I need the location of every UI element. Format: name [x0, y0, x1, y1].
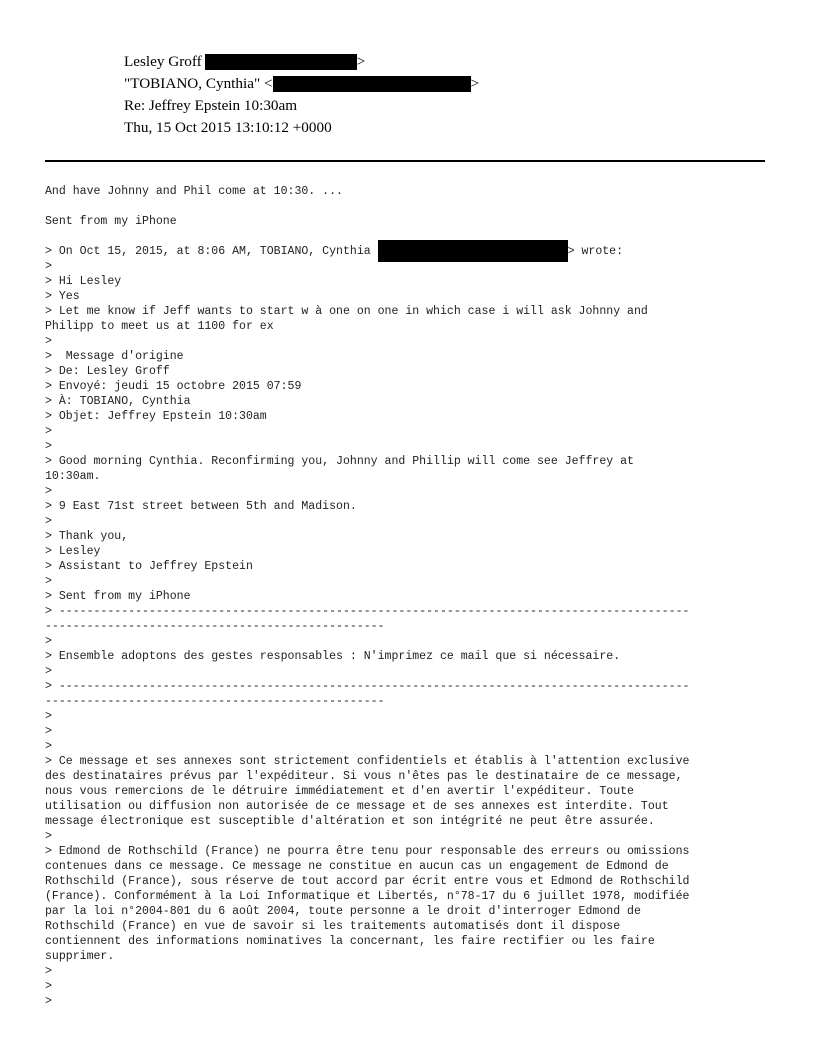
quote-header-line: [45, 244, 785, 259]
body-line: >: [45, 995, 52, 1008]
from-close-bracket: >: [356, 53, 366, 70]
body-line: And have Johnny and Phil come at 10:30. ...: [45, 185, 343, 198]
body-line: > Good morning Cynthia. Reconfirming you, Johnny and Phillip will come see Jeffrey at: [45, 455, 634, 468]
separator-line: -------------------------------------------------: [45, 695, 385, 708]
disclaimer-line: des destinataires prévus par l'expéditeur. Si vous n'êtes pas le destinataire de ce message,: [45, 770, 683, 783]
body-line: [45, 199, 785, 214]
disclaimer-line: Rothschild (France) en vue de savoir si les traitements automatisés dont il dispose: [45, 920, 621, 933]
disclaimer-line: contiennent des informations nominatives la concernant, les faire rectifier ou les faire: [45, 935, 655, 948]
separator-line: -------------------------------------------------: [45, 620, 385, 633]
disclaimer-line: (France). Conformément à la Loi Informatique et Libertés, n°78-17 du 6 juillet 1978, modifiée: [45, 890, 690, 903]
body-line: > Thank you,: [45, 530, 129, 543]
disclaimer-line: > Ce message et ses annexes sont strictement confidentiels et établis à l'attention exclusive: [45, 755, 690, 768]
disclaimer-line: message électronique est susceptible d'altération et son intégrité ne peut être assurée.: [45, 815, 655, 828]
body-line: >: [45, 830, 52, 843]
body-line: >: [45, 965, 52, 978]
body-line: >: [45, 710, 52, 723]
body-line: >: [45, 515, 52, 528]
body-line: >: [45, 980, 52, 993]
separator-line: > -------------------------------------------------------------------------------------------: [45, 680, 690, 693]
body-line: > À: TOBIANO, Cynthia: [45, 395, 191, 408]
quote-header-end: > wrote:: [567, 245, 624, 258]
disclaimer-line: utilisation ou diffusion non autorisée de ce message et de ses annexes est interdite. Tout: [45, 800, 669, 813]
body-line: >: [45, 425, 52, 438]
body-line: >: [45, 575, 52, 588]
redaction-block: [205, 54, 357, 70]
disclaimer-line: nous vous remercions de le détruire immédiatement et d'en avertir l'expéditeur. Toute: [45, 785, 634, 798]
body-line: > Envoyé: jeudi 15 octobre 2015 07:59: [45, 380, 302, 393]
to-close-bracket: >: [470, 75, 480, 92]
disclaimer-line: par la loi n°2004-801 du 6 août 2004, toute personne a le droit d'interroger Edmond de: [45, 905, 641, 918]
body-line: > Hi Lesley: [45, 275, 122, 288]
body-line: >: [45, 485, 52, 498]
disclaimer-line: contenues dans ce message. Ce message ne constitue en aucun cas un engagement de Edmond de: [45, 860, 669, 873]
body-line: 10:30am.: [45, 470, 101, 483]
subject-value: Re: Jeffrey Epstein 10:30am: [124, 97, 298, 114]
body-line: > 9 East 71st street between 5th and Madison.: [45, 500, 357, 513]
body-line: > Sent from my iPhone: [45, 590, 191, 603]
disclaimer-line: supprimer.: [45, 950, 115, 963]
body-line: > Objet: Jeffrey Epstein 10:30am: [45, 410, 267, 423]
body-line: > Message d'origine: [45, 350, 184, 363]
body-line: >: [45, 740, 52, 753]
body-line: > Assistant to Jeffrey Epstein: [45, 560, 253, 573]
body-line: > Ensemble adoptons des gestes responsables : N'imprimez ce mail que si nécessaire.: [45, 650, 621, 663]
to-value: "TOBIANO, Cynthia" <: [124, 75, 273, 92]
from-value: Lesley Groff: [124, 53, 202, 70]
body-line: > Yes: [45, 290, 80, 303]
redaction-block: [273, 76, 471, 92]
disclaimer-line: Rothschild (France), sous réserve de tout accord par écrit entre vous et Edmond de Rothschild: [45, 875, 690, 888]
disclaimer-line: > Edmond de Rothschild (France) ne pourra être tenu pour responsable des erreurs ou omissions: [45, 845, 690, 858]
body-line: >: [45, 260, 52, 273]
body-line: >: [45, 725, 52, 738]
body-line: >: [45, 335, 52, 348]
redaction-block: [378, 240, 568, 262]
body-line: Philipp to meet us at 1100 for ex: [45, 320, 274, 333]
body-line: > Lesley: [45, 545, 101, 558]
separator-line: > -------------------------------------------------------------------------------------------: [45, 605, 690, 618]
header-divider: [45, 160, 765, 162]
body-line: >: [45, 635, 52, 648]
date-value: Thu, 15 Oct 2015 13:10:12 +0000: [124, 119, 332, 136]
body-line: >: [45, 665, 52, 678]
body-line: >: [45, 440, 52, 453]
email-body: [45, 184, 785, 1009]
quote-header-start: > On Oct 15, 2015, at 8:06 AM, TOBIANO, Cynthia: [45, 245, 378, 258]
body-line: > De: Lesley Groff: [45, 365, 170, 378]
body-line: > Let me know if Jeff wants to start w à one on one in which case i will ask Johnny and: [45, 305, 648, 318]
body-line: Sent from my iPhone: [45, 215, 177, 228]
